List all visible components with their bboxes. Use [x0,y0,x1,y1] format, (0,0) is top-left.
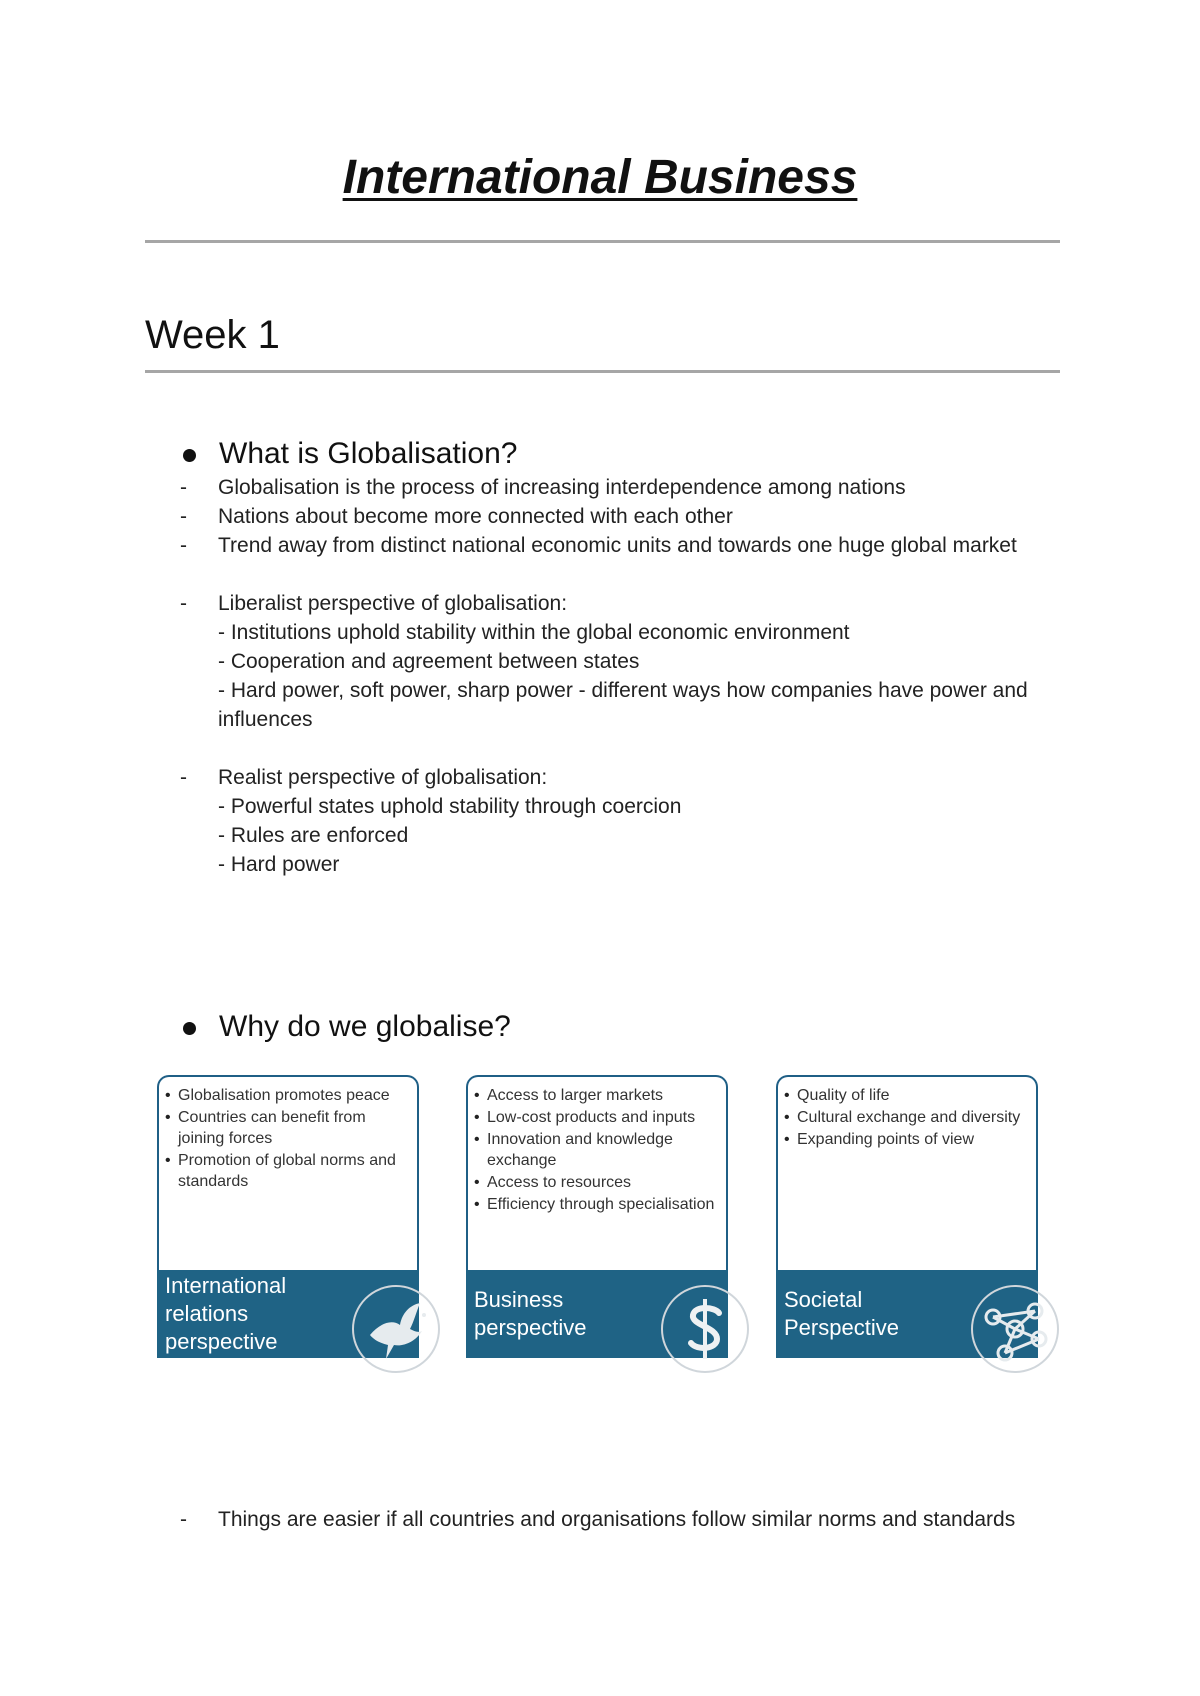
closing-notes [180,1505,1060,1534]
perspective-card-societal [776,1075,1038,1358]
card-list-item: • Quality of life [784,1085,1028,1106]
perspective-card-business [466,1075,728,1358]
liberalist-intro: Liberalist perspective of globalisation: [218,592,568,615]
liberalist-subpoint: - Cooperation and agreement between states [218,650,640,673]
list-item [180,531,1060,560]
card-list-item: • Access to resources [474,1172,718,1193]
list-item-text: Things are easier if all countries and organisations follow similar norms and standards [218,1508,1016,1531]
bullet-dot-icon [183,1022,196,1035]
perspective-card-international [157,1075,419,1358]
section-heading-globalisation [183,437,517,471]
list-item [180,502,1060,531]
dash-marker: - [180,1508,187,1531]
card-list-item: • Innovation and knowledge exchange [474,1129,718,1171]
dash-marker: - [180,534,187,557]
dash-marker: - [180,592,187,615]
document-title: International Business [342,151,858,204]
list-item [180,473,1060,502]
realist-subpoint: - Powerful states uphold stability through coercion [218,795,682,818]
card-list-item: • Low-cost products and inputs [474,1107,718,1128]
title-divider [145,240,1060,243]
realist-item [180,763,1060,879]
list-item-text: Nations about become more connected with each other [218,505,733,528]
card-label: Societal Perspective [784,1287,899,1340]
bullet-dot-icon [183,449,196,462]
card-list-item: • Cultural exchange and diversity [784,1107,1028,1128]
section-heading-text: What is Globalisation? [219,437,518,470]
card-list-item: • Expanding points of view [784,1129,1028,1150]
network-icon [969,1283,1061,1375]
card-list-item: • Globalisation promotes peace [165,1085,409,1106]
week-divider [145,370,1060,373]
dollar-icon [659,1283,751,1375]
section-heading-why-globalise [183,1010,511,1044]
card-list-item: • Countries can benefit from joining forces [165,1107,409,1149]
dash-marker: - [180,505,187,528]
card-list [159,1077,417,1192]
liberalist-subpoint: - Hard power, soft power, sharp power - different ways how companies have power and influences [218,679,1028,731]
card-list [778,1077,1036,1150]
card-label: Business perspective [474,1287,587,1340]
card-label: International relations perspective [165,1273,287,1354]
list-item-text: Trend away from distinct national economic units and towards one huge global market [218,534,1017,557]
card-list [468,1077,726,1215]
card-list-item: • Promotion of global norms and standards [165,1150,409,1192]
section-heading-text: Why do we globalise? [219,1010,511,1043]
card-list-item: • Access to larger markets [474,1085,718,1106]
realist-subpoint: - Hard power [218,853,340,876]
dash-marker: - [180,766,187,789]
liberalist-item [180,589,1060,734]
realist-intro: Realist perspective of globalisation: [218,766,548,789]
list-item-text: Globalisation is the process of increasing interdependence among nations [218,476,906,499]
realist-subpoint: - Rules are enforced [218,824,409,847]
card-list-item: • Efficiency through specialisation [474,1194,718,1215]
dove-icon [350,1283,442,1375]
globalisation-notes [180,473,1060,879]
list-item [180,1505,1060,1534]
dash-marker: - [180,476,187,499]
week-heading: Week 1 [145,313,280,357]
liberalist-subpoint: - Institutions uphold stability within the global economic environment [218,621,850,644]
